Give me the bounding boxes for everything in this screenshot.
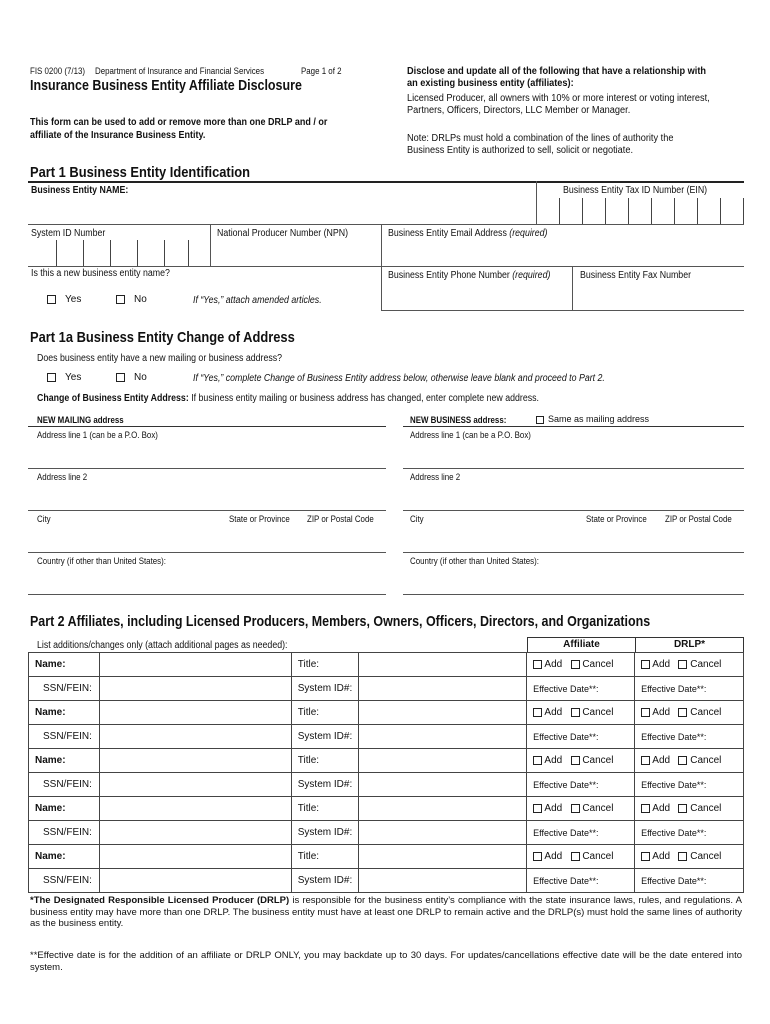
affiliate-add-checkbox[interactable] [533,660,542,669]
business-addr1-label: Address line 1 (can be a P.O. Box) [410,430,531,440]
drlp-footnote: *The Designated Responsible Licensed Producer (DRLP) is responsible for the business entity’s compliance with the state insurance laws, rules, and regulations. A business entity may have more than one DRLP. The business entity must have at least one DRLP to remain active and the DRLP(s) must hold the same lines of authority as the business entity. [30,895,742,929]
drlp-effective-date[interactable]: Effective Date**: [635,821,744,845]
mailing-city-input[interactable] [28,526,386,552]
title-label: Title: [291,797,358,821]
ssn-label: SSN/FEIN: [29,869,100,893]
part2-heading: Part 2 Affiliates, including Licensed Producers, Members, Owners, Officers, Directors, and Organizations [30,613,651,630]
affiliate-name-input[interactable] [99,653,291,677]
affiliate-status: Add Cancel [527,653,635,677]
email-label: Business Entity Email Address (required) [388,228,548,239]
affiliate-effective-date[interactable]: Effective Date**: [527,725,635,749]
business-addr2-label: Address line 2 [410,472,461,482]
checkbox-icon[interactable] [536,416,544,424]
affiliate-title-input[interactable] [359,653,527,677]
affiliate-id-row [29,821,744,845]
business-country-label: Country (if other than United States): [410,556,539,566]
affiliate-add-checkbox[interactable] [533,852,542,861]
part2-list-note: List additions/changes only (attach additional pages as needed): [37,640,288,651]
name-label: Name: [29,797,100,821]
affiliate-sysid-input[interactable] [359,725,527,749]
new-entity-yes[interactable]: Yes [47,294,81,305]
affiliate-title-input[interactable] [359,797,527,821]
system-id-input[interactable] [28,240,210,266]
new-entity-note: If “Yes,” attach amended articles. [193,295,322,306]
fax-input[interactable] [573,282,744,310]
entity-name-label: Business Entity NAME: [31,185,129,196]
affiliate-status: Add Cancel [527,749,635,773]
affiliate-ssn-input[interactable] [99,869,291,893]
affiliate-column-header: Affiliate [563,639,600,650]
disclose-heading: Disclose and update all of the following that have a relationship with an existing business entity (affiliates): [407,66,707,89]
drlp-add-checkbox[interactable] [641,852,650,861]
mailing-addr2-label: Address line 2 [37,472,88,482]
affiliates-table [28,652,744,893]
title-label: Title: [291,653,358,677]
drlp-status: Add Cancel [635,653,744,677]
part1-rule [28,181,744,183]
affiliate-id-row [29,725,744,749]
affiliate-cancel-checkbox[interactable] [571,708,580,717]
mailing-country-label: Country (if other than United States): [37,556,166,566]
name-label: Name: [29,701,100,725]
change-address-instruction: Change of Business Entity Address: If business entity mailing or business address has changed, enter complete new address. [37,393,539,404]
affiliate-title-input[interactable] [359,845,527,869]
drlp-add-checkbox[interactable] [641,660,650,669]
ssn-label: SSN/FEIN: [29,773,100,797]
drlp-cancel-checkbox[interactable] [678,804,687,813]
affiliate-name-input[interactable] [99,749,291,773]
drlp-add-checkbox[interactable] [641,708,650,717]
ssn-label: SSN/FEIN: [29,821,100,845]
affiliate-effective-date[interactable]: Effective Date**: [527,869,635,893]
drlp-note: Note: DRLPs must hold a combination of the lines of authority the Business Entity is authorized to sell, solicit or negotiate. [407,133,674,156]
drlp-effective-date[interactable]: Effective Date**: [635,773,744,797]
same-as-mailing[interactable]: Same as mailing address [536,414,649,424]
system-id-label: System ID Number [31,228,106,239]
business-country-input[interactable] [403,568,744,594]
fax-label: Business Entity Fax Number [580,270,692,281]
drlp-effective-date[interactable]: Effective Date**: [635,677,744,701]
business-heading: NEW BUSINESS address: [410,415,507,425]
form-title: Insurance Business Entity Affiliate Disclosure [30,78,302,94]
affiliate-name-row [29,653,744,677]
affiliate-name-input[interactable] [99,845,291,869]
affiliate-name-row [29,701,744,725]
affiliate-effective-date[interactable]: Effective Date**: [527,677,635,701]
affiliate-cancel-checkbox[interactable] [571,660,580,669]
affiliate-name-input[interactable] [99,701,291,725]
drlp-cancel-checkbox[interactable] [678,708,687,717]
affiliate-name-row [29,749,744,773]
title-label: Title: [291,701,358,725]
ssn-label: SSN/FEIN: [29,677,100,701]
phone-label: Business Entity Phone Number (required) [388,270,551,281]
email-input[interactable] [382,240,744,266]
drlp-cancel-checkbox[interactable] [678,660,687,669]
npn-label: National Producer Number (NPN) [217,228,349,239]
mailing-heading: NEW MAILING address [37,415,124,425]
mailing-addr2-input[interactable] [28,484,386,510]
sysid-label: System ID#: [291,869,358,893]
sysid-label: System ID#: [291,773,358,797]
affiliate-add-checkbox[interactable] [533,708,542,717]
business-addr1-input[interactable] [403,442,744,468]
drlp-cancel-checkbox[interactable] [678,756,687,765]
affiliate-effective-date[interactable]: Effective Date**: [527,773,635,797]
department-name: Department of Insurance and Financial Services [95,66,265,76]
ssn-label: SSN/FEIN: [29,725,100,749]
address-change-no[interactable]: No [116,372,147,383]
affiliate-cancel-checkbox[interactable] [571,852,580,861]
drlp-column-header: DRLP* [673,639,706,650]
drlp-cancel-checkbox[interactable] [678,852,687,861]
sysid-label: System ID#: [291,821,358,845]
business-city-input[interactable] [403,526,744,552]
npn-input[interactable] [211,240,381,266]
mailing-city-label: City [37,514,51,524]
affiliate-status: Add Cancel [527,701,635,725]
affiliate-cancel-checkbox[interactable] [571,756,580,765]
affiliate-status: Add Cancel [527,797,635,821]
checkbox-icon[interactable] [116,373,125,382]
drlp-status: Add Cancel [635,701,744,725]
new-entity-question: Is this a new business entity name? [31,268,170,279]
affiliate-effective-date[interactable]: Effective Date**: [527,821,635,845]
affiliate-title-input[interactable] [359,749,527,773]
drlp-status: Add Cancel [635,797,744,821]
title-label: Title: [291,749,358,773]
business-state-label: State or Province [586,514,647,524]
drlp-effective-date[interactable]: Effective Date**: [635,869,744,893]
affiliate-id-row [29,677,744,701]
mailing-country-input[interactable] [28,568,386,594]
drlp-status: Add Cancel [635,749,744,773]
page-number: Page 1 of 2 [301,66,342,76]
affiliate-ssn-input[interactable] [99,821,291,845]
name-label: Name: [29,653,100,677]
affiliate-sysid-input[interactable] [359,773,527,797]
business-city-label: City [410,514,424,524]
drlp-status: Add Cancel [635,845,744,869]
affiliate-ssn-input[interactable] [99,773,291,797]
affiliate-cancel-checkbox[interactable] [571,804,580,813]
affiliate-add-checkbox[interactable] [533,756,542,765]
affiliate-title-input[interactable] [359,701,527,725]
business-zip-label: ZIP or Postal Code [665,514,732,524]
part1a-heading: Part 1a Business Entity Change of Address [30,329,295,346]
affiliate-name-input[interactable] [99,797,291,821]
address-yes-note: If “Yes,” complete Change of Business Entity address below, otherwise leave blank and proceed to Part 2. [193,373,605,384]
address-change-yes[interactable]: Yes [47,372,81,383]
ein-label: Business Entity Tax ID Number (EIN) [563,185,708,196]
mailing-zip-label: ZIP or Postal Code [307,514,374,524]
part1-heading: Part 1 Business Entity Identification [30,164,251,181]
affiliate-status: Add Cancel [527,845,635,869]
affiliate-sysid-input[interactable] [359,821,527,845]
affiliate-name-row [29,797,744,821]
mailing-addr1-label: Address line 1 (can be a P.O. Box) [37,430,158,440]
effective-date-footnote: **Effective date is for the addition of an affiliate or DRLP ONLY, you may backdate up to 30 days. For updates/cancellations effective date will be the date entered into system. [30,950,742,973]
affiliate-ssn-input[interactable] [99,725,291,749]
mailing-state-label: State or Province [229,514,290,524]
entity-name-input[interactable] [28,196,536,224]
sysid-label: System ID#: [291,725,358,749]
form-id: FIS 0200 (7/13) [30,66,86,76]
disclose-list: Licensed Producer, all owners with 10% or more interest or voting interest, Partners, Officers, Directors, LLC Member or Manager. [407,93,710,116]
business-addr2-input[interactable] [403,484,744,510]
phone-input[interactable] [382,282,572,310]
affiliate-name-row [29,845,744,869]
affiliate-id-row [29,869,744,893]
affiliate-add-checkbox[interactable] [533,804,542,813]
name-label: Name: [29,845,100,869]
affiliate-sysid-input[interactable] [359,677,527,701]
affiliate-id-row [29,773,744,797]
affiliate-ssn-input[interactable] [99,677,291,701]
checkbox-icon[interactable] [47,373,56,382]
drlp-add-checkbox[interactable] [641,756,650,765]
form-intro: This form can be used to add or remove more than one DRLP and / or affiliate of the Insurance Business Entity. [30,117,328,141]
name-label: Name: [29,749,100,773]
new-entity-no[interactable]: No [116,294,147,305]
sysid-label: System ID#: [291,677,358,701]
affiliate-sysid-input[interactable] [359,869,527,893]
title-label: Title: [291,845,358,869]
checkbox-icon[interactable] [116,295,125,304]
drlp-effective-date[interactable]: Effective Date**: [635,725,744,749]
ein-input[interactable] [536,198,744,224]
address-question: Does business entity have a new mailing or business address? [37,353,283,364]
checkbox-icon[interactable] [47,295,56,304]
drlp-add-checkbox[interactable] [641,804,650,813]
mailing-addr1-input[interactable] [28,442,386,468]
